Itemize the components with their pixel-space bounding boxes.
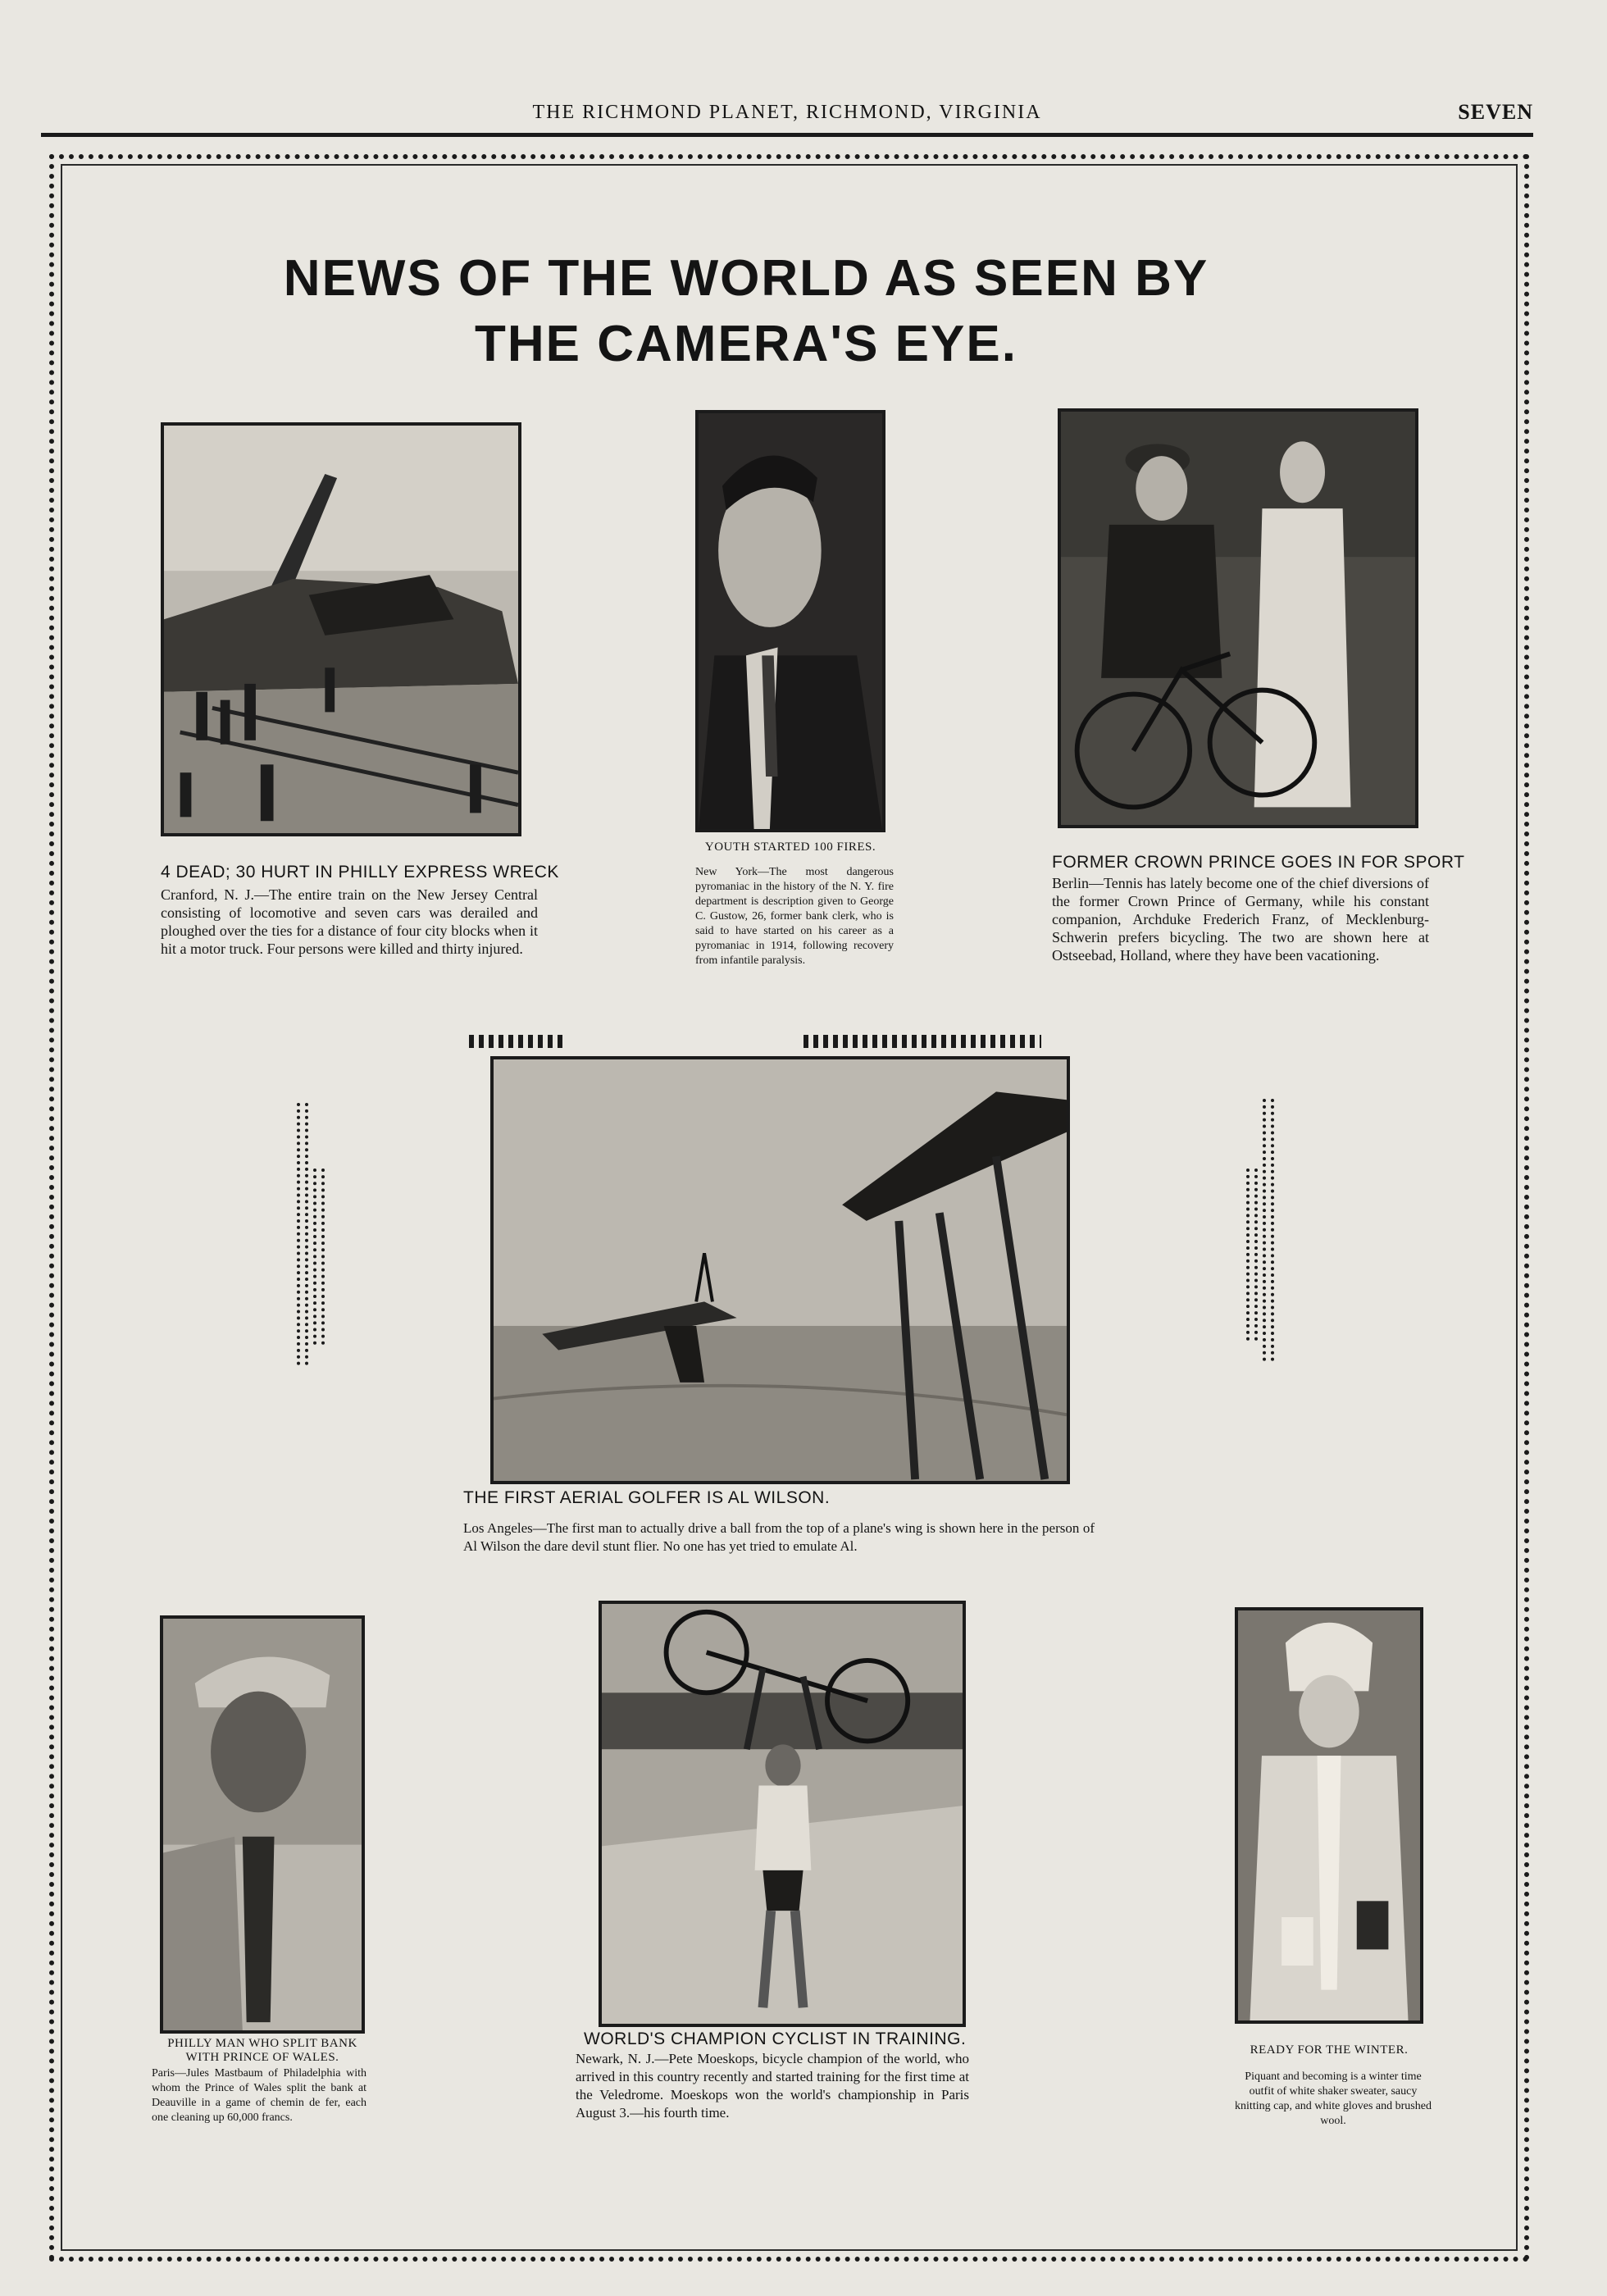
decorative-smear-right	[804, 1035, 1041, 1048]
pyromaniac-body: New York—The most dangerous pyromaniac in the history of the N. Y. fire department is description given to George C. Gustow, 26, former bank clerk, who is said to have started on his career as a pyromaniac in 1914, following recovery from infantile paralysis.	[695, 866, 894, 967]
cyclist-photo	[599, 1601, 966, 2027]
ornament-left-2	[313, 1168, 325, 1345]
ornament-right-1	[1263, 1099, 1274, 1361]
philly-man-body: Paris—Jules Mastbaum of Philadelphia with whom the Prince of Wales split the bank at Deauville in a game of chemin de fer, each one cleaning up 60,000 francs.	[152, 2067, 366, 2124]
masthead	[41, 97, 1533, 130]
headline-line-1: NEWS OF THE WORLD AS SEEN BY	[283, 250, 1209, 307]
ornament-left-1	[297, 1103, 308, 1365]
crown-prince-headline: FORMER CROWN PRINCE GOES IN FOR SPORT	[1052, 853, 1465, 872]
page-number: SEVEN	[1458, 100, 1533, 124]
golfer-body: Los Angeles—The first man to actually drive a ball from the top of a plane's wing is shown here in the person of Al Wilson the dare devil stunt flier. No one has yet tried to emulate Al.	[463, 1520, 1095, 1554]
portrait-photo	[695, 410, 885, 832]
cyclist-body: Newark, N. J.—Pete Moeskops, bicycle champion of the world, who arrived in this country recently and started training for the first time at the Veledrome. Moeskops won the world's championship in Paris August 3.—his fourth time.	[576, 2051, 969, 2121]
winter-headline: READY FOR THE WINTER.	[1250, 2043, 1409, 2057]
golfer-headline: THE FIRST AERIAL GOLFER IS AL WILSON.	[463, 1488, 831, 1507]
crown-prince-body: Berlin—Tennis has lately become one of the chief diversions of the former Crown Prince of Germany, while his constant companion, Archduke Frederich Franz, of Mecklenburg-Schwerin prefers bicycling. The two are shown here at Ostseebad, Holland, where they have been vacationing.	[1052, 875, 1429, 963]
philly-man-headline: PHILLY MAN WHO SPLIT BANK WITH PRINCE OF WALES.	[167, 2037, 357, 2064]
winter-body: Piquant and becoming is a winter time outfit of white shaker sweater, saucy knitting cap, and white gloves and brushed wool.	[1235, 2070, 1432, 2127]
masthead-rule	[41, 133, 1533, 137]
ornament-right-2	[1246, 1168, 1258, 1341]
wreck-headline: 4 DEAD; 30 HURT IN PHILLY EXPRESS WRECK	[161, 863, 559, 882]
man-in-cap-photo	[160, 1615, 365, 2034]
decorative-smear-left	[469, 1035, 567, 1048]
masthead-title: THE RICHMOND PLANET, RICHMOND, VIRGINIA	[532, 102, 1042, 123]
aerial-golfer-photo	[490, 1056, 1070, 1484]
wreck-body: Cranford, N. J.—The entire train on the New Jersey Central consisting of locomotive and seven cars was derailed and ploughed over the ties for a distance of four city blocks when it hit a motor truck. Four persons were killed and thirty injured.	[161, 886, 538, 957]
cyclist-headline: WORLD'S CHAMPION CYCLIST IN TRAINING.	[584, 2029, 967, 2048]
pyromaniac-headline: YOUTH STARTED 100 FIRES.	[704, 840, 876, 854]
headline-line-2: THE CAMERA'S EYE.	[475, 316, 1017, 372]
two-men-bicycle-photo	[1058, 408, 1418, 828]
page-headline	[164, 246, 1328, 377]
woman-winter-outfit-photo	[1235, 1607, 1423, 2024]
train-wreck-photo	[161, 422, 521, 836]
